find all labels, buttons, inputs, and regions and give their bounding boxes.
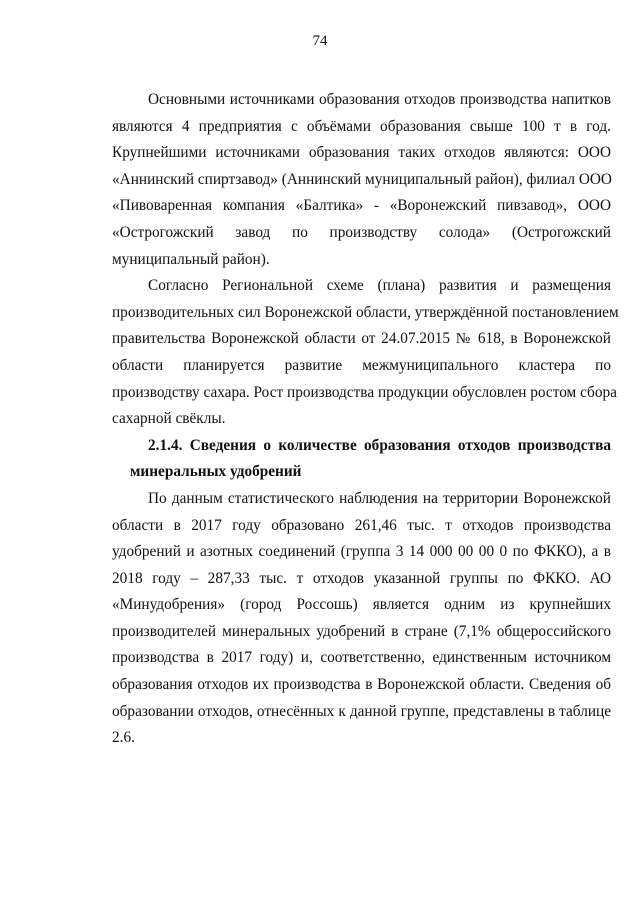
text-line: Крупнейшими источниками образования таких отходов являются: ООО bbox=[112, 144, 611, 162]
text-line: производству сахара. Рост производства продукции обусловлен ростом сбора bbox=[112, 383, 617, 401]
text-line: являются 4 предприятия с объёмами образования свыше 100 т в год. bbox=[112, 117, 611, 135]
text-line: производства в 2017 году) и, соответственно, единственным источником bbox=[112, 649, 611, 667]
text-line: «Минудобрения» (город Россошь) является одним из крупнейших bbox=[112, 596, 611, 614]
heading-line: минеральных удобрений bbox=[130, 463, 302, 481]
text-line: сахарной свёклы. bbox=[112, 410, 226, 428]
text-line: Основными источниками образования отходов производства напитков bbox=[148, 91, 611, 108]
text-line: образовании отходов, отнесённых к данной группе, представлены в таблице bbox=[112, 702, 611, 720]
text-line: «Пивоваренная компания «Балтика» - «Воронежский пивзавод», ООО bbox=[112, 197, 611, 215]
paragraph-fertilizer-waste bbox=[112, 486, 611, 752]
text-line: 2018 году – 287,33 тыс. т отходов указанной группы по ФККО. АО bbox=[112, 569, 611, 587]
page-number: 74 bbox=[312, 33, 328, 49]
section-heading-2-1-4 bbox=[112, 433, 611, 486]
text-line: области планируется развитие межмуниципального кластера по bbox=[112, 356, 611, 374]
text-line: Согласно Региональной схеме (плана) развития и размещения bbox=[148, 277, 611, 295]
text-line: области в 2017 году образовано 261,46 тыс. т отходов производства bbox=[112, 516, 611, 534]
text-line: образования отходов их производства в Воронежской области. Сведения об bbox=[112, 676, 611, 694]
heading-line: 2.1.4. Сведения о количестве образования отходов производства bbox=[148, 436, 611, 454]
text-line: правительства Воронежской области от 24.07.2015 № 618, в Воронежской bbox=[112, 330, 611, 348]
paragraph-regional-scheme bbox=[112, 273, 619, 433]
page-body bbox=[112, 87, 619, 752]
text-line: производительных сил Воронежской области, утверждённой постановлением bbox=[112, 303, 619, 321]
text-line: 2.6. bbox=[112, 729, 135, 747]
text-line: муниципальный район). bbox=[112, 250, 270, 268]
text-line: производителей минеральных удобрений в стране (7,1% общероссийского bbox=[112, 622, 611, 640]
paragraph-beverage-waste-sources bbox=[112, 87, 611, 273]
text-line: «Аннинский спиртзавод» (Аннинский муниципальный район), филиал ООО bbox=[112, 170, 612, 188]
text-line: По данным статистического наблюдения на территории Воронежской bbox=[148, 489, 611, 507]
text-line: удобрений и азотных соединений (группа 3 14 000 00 00 0 по ФККО), а в bbox=[112, 543, 611, 561]
text-line: «Острогожский завод по производству солода» (Острогожский bbox=[112, 223, 611, 241]
